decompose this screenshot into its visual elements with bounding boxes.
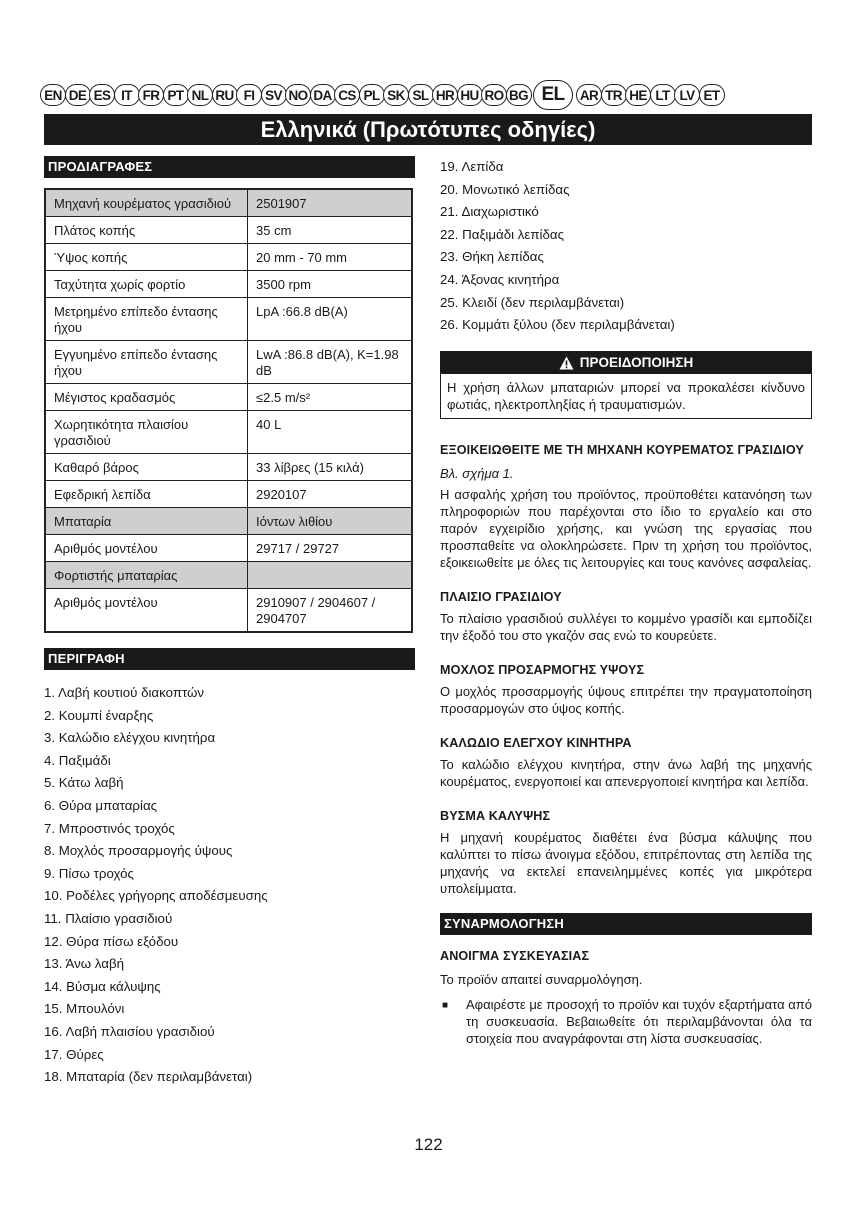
language-ar: AR: [576, 84, 602, 106]
language-ru: RU: [212, 84, 238, 106]
list-item: 4. Παξιμάδι: [44, 752, 111, 768]
spec-label: Αριθμός μοντέλου: [45, 589, 248, 633]
language-tr: TR: [601, 84, 627, 106]
list-item: 23. Θήκη λεπίδας: [440, 249, 544, 265]
warning-box: [440, 351, 812, 419]
spec-value: 35 cm: [248, 217, 413, 244]
language-no: NO: [285, 84, 311, 106]
warning-header: [441, 352, 811, 374]
list-item: 5. Κάτω λαβή: [44, 775, 124, 791]
spec-row: [45, 271, 412, 298]
list-item: 19. Λεπίδα: [440, 159, 504, 174]
list-item: 10. Ροδέλες γρήγορης αποδέσμευσης: [44, 888, 268, 904]
description-heading: ΠΕΡΙΓΡΑΦΗ: [44, 648, 415, 670]
language-nl: NL: [187, 84, 213, 106]
spec-label: Καθαρό βάρος: [45, 454, 248, 481]
list-item: 16. Λαβή πλαισίου γρασιδιού: [44, 1023, 215, 1039]
spec-row: [45, 508, 412, 535]
language-cs: CS: [334, 84, 360, 106]
grass-box-heading: ΠΛΑΙΣΙΟ ΓΡΑΣΙΔΙΟΥ: [440, 589, 562, 604]
list-item: 20. Μονωτικό λεπίδας: [440, 181, 570, 197]
language-sk: SK: [383, 84, 409, 106]
language-et: ET: [699, 84, 725, 106]
left-column: [44, 156, 415, 1089]
motor-cable-text: Το καλώδιο ελέγχου κινητήρα, στην άνω λαβή της μηχανής κουρέματος, ενεργοποιεί και απενεργοποιεί κινητήρα και λεπίδα.: [440, 756, 812, 789]
spec-value: LpA :66.8 dB(A): [248, 298, 413, 341]
familiarize-text: Η ασφαλής χρήση του προϊόντος, προϋποθέτει κατανόηση των πληροφοριών που παρέχονται στο ίδιο το εργαλείο και στο παρόν εγχειρίδιο χρήσης, και γνώση της εργασίας που προσπαθείτε να ολοκληρώσετε. Πριν τη χρήση του προϊόντος, εξοικειωθείτε με όλες τις λειτουργίες και τους κανόνες ασφαλείας.: [440, 486, 812, 570]
language-sv: SV: [261, 84, 287, 106]
list-item: 11. Πλαίσιο γρασιδιού: [44, 910, 173, 926]
spec-value: ≤2.5 m/s²: [248, 384, 413, 411]
spec-value: Ιόντων λιθίου: [248, 508, 413, 535]
language-fr: FR: [138, 84, 164, 106]
spec-value: 2910907 / 2904607 / 2904707: [248, 589, 413, 633]
language-fi: FI: [236, 84, 262, 106]
language-hu: HU: [457, 84, 483, 106]
language-selector: [40, 80, 816, 110]
spec-value: 33 λίβρες (15 κιλά): [248, 454, 413, 481]
list-item: 6. Θύρα μπαταρίας: [44, 797, 158, 813]
language-hr: HR: [432, 84, 458, 106]
spec-row: [45, 217, 412, 244]
spec-label: Μηχανή κουρέματος γρασιδιού: [45, 189, 248, 217]
spec-row: [45, 298, 412, 341]
list-item: 15. Μπουλόνι: [44, 1001, 125, 1017]
language-el: EL: [533, 80, 573, 110]
unpacking-bullet-text: Αφαιρέστε με προσοχή το προϊόν και τυχόν εξαρτήματα από τη συσκευασία. Βεβαιωθείτε ότι περιλαμβάνονται όλα τα στοιχεία που αναγράφονται στη λίστα συσκευασίας.: [466, 996, 812, 1046]
spec-value: LwA :86.8 dB(A), K=1.98 dB: [248, 341, 413, 384]
spec-label: Φορτιστής μπαταρίας: [45, 562, 248, 589]
list-item: 18. Μπαταρία (δεν περιλαμβάνεται): [44, 1069, 253, 1085]
spec-value: 29717 / 29727: [248, 535, 413, 562]
list-item: 9. Πίσω τροχός: [44, 865, 134, 881]
language-de: DE: [65, 84, 91, 106]
list-item: 25. Κλειδί (δεν περιλαμβάνεται): [440, 294, 625, 310]
spec-row: [45, 384, 412, 411]
spec-label: Μέγιστος κραδασμός: [45, 384, 248, 411]
spec-row: [45, 244, 412, 271]
spec-label: Εφεδρική λεπίδα: [45, 481, 248, 508]
language-lt: LT: [650, 84, 676, 106]
unpacking-bullet: [440, 996, 812, 1047]
spec-label: Ταχύτητα χωρίς φορτίο: [45, 271, 248, 298]
language-he: HE: [625, 84, 651, 106]
spec-value: 3500 rpm: [248, 271, 413, 298]
cover-plug-text: Η μηχανή κουρέματος διαθέτει ένα βύσμα κάλυψης που καλύπτει το πίσω άνοιγμα εξόδου, επιτρέποντας στη λεπίδα της μηχανής να εκτελεί επανειλημμένες κοπές για μικρότερα υπολείμματα.: [440, 829, 812, 896]
unpacking-heading: ΑΝΟΙΓΜΑ ΣΥΣΚΕΥΑΣΙΑΣ: [440, 948, 590, 963]
spec-row: [45, 411, 412, 454]
language-en: EN: [40, 84, 66, 106]
height-lever-heading: ΜΟΧΛΟΣ ΠΡΟΣΑΡΜΟΓΗΣ ΥΨΟΥΣ: [440, 662, 645, 677]
warning-title: ΠΡΟΕΙΔΟΠΟΙΗΣΗ: [579, 355, 694, 371]
page-title: Ελληνικά (Πρωτότυπες οδηγίες): [44, 114, 812, 145]
language-it: IT: [114, 84, 140, 106]
spec-value: 2501907: [248, 189, 413, 217]
height-lever-text: Ο μοχλός προσαρμογής ύψους επιτρέπει την πραγματοποίηση προσαρμογών στο ύψος κοπής.: [440, 683, 812, 716]
spec-label: Ύψος κοπής: [45, 244, 248, 271]
list-item: 13. Άνω λαβή: [44, 956, 124, 972]
assembly-heading: ΣΥΝΑΡΜΟΛΟΓΗΣΗ: [440, 913, 812, 935]
language-bg: BG: [506, 84, 532, 106]
language-da: DA: [310, 84, 336, 106]
list-item: 1. Λαβή κουτιού διακοπτών: [44, 685, 205, 700]
page-number: 122: [414, 1135, 443, 1154]
cover-plug-heading: ΒΥΣΜΑ ΚΑΛΥΨΗΣ: [440, 808, 551, 823]
spec-value: 40 L: [248, 411, 413, 454]
spec-label: Χωρητικότητα πλαισίου γρασιδιού: [45, 411, 248, 454]
assembly-text: Το προϊόν απαιτεί συναρμολόγηση.: [440, 971, 643, 987]
list-item: 3. Καλώδιο ελέγχου κινητήρα: [44, 730, 216, 746]
list-item: 14. Βύσμα κάλυψης: [44, 978, 161, 994]
warning-text: Η χρήση άλλων μπαταριών μπορεί να προκαλέσει κίνδυνο φωτιάς, ηλεκτροπληξίας ή τραυματισμών.: [447, 379, 805, 412]
spec-value: 20 mm - 70 mm: [248, 244, 413, 271]
spec-value: 2920107: [248, 481, 413, 508]
spec-label: Πλάτος κοπής: [45, 217, 248, 244]
spec-value: [248, 562, 413, 589]
list-item: 12. Θύρα πίσω εξόδου: [44, 933, 179, 949]
square-bullet-icon: ■: [442, 999, 449, 1011]
spec-row: [45, 481, 412, 508]
spec-label: Μπαταρία: [45, 508, 248, 535]
list-item: 21. Διαχωριστικό: [440, 204, 539, 220]
spec-label: Μετρημένο επίπεδο έντασης ήχου: [45, 298, 248, 341]
spec-row: [45, 535, 412, 562]
list-item: 22. Παξιμάδι λεπίδας: [440, 226, 564, 242]
language-sl: SL: [408, 84, 434, 106]
list-item: 26. Κομμάτι ξύλου (δεν περιλαμβάνεται): [440, 317, 675, 333]
list-item: 17. Θύρες: [44, 1046, 104, 1062]
language-lv: LV: [674, 84, 700, 106]
description-list: [44, 682, 415, 1089]
parts-list-continued: [440, 156, 812, 337]
specs-heading: ΠΡΟΔΙΑΓΡΑΦΕΣ: [44, 156, 415, 178]
familiarize-heading: ΕΞΟΙΚΕΙΩΘΕΙΤΕ ΜΕ ΤΗ ΜΗΧΑΝΗ ΚΟΥΡΕΜΑΤΟΣ ΓΡΑΣΙΔΙΟΥ: [440, 442, 804, 457]
motor-cable-heading: ΚΑΛΩΔΙΟ ΕΛΕΓΧΟΥ ΚΙΝΗΤΗΡΑ: [440, 735, 632, 750]
spec-label: Αριθμός μοντέλου: [45, 535, 248, 562]
figure-reference: Βλ. σχήμα 1.: [440, 465, 514, 481]
list-item: 7. Μπροστινός τροχός: [44, 820, 175, 836]
spec-row: [45, 562, 412, 589]
list-item: 24. Άξονας κινητήρα: [440, 271, 560, 287]
spec-label: Εγγυημένο επίπεδο έντασης ήχου: [45, 341, 248, 384]
spec-row: [45, 189, 412, 217]
spec-row: [45, 341, 412, 384]
spec-row: [45, 454, 412, 481]
warning-triangle-icon: [559, 356, 574, 370]
language-pt: PT: [163, 84, 189, 106]
language-pl: PL: [359, 84, 385, 106]
list-item: 8. Μοχλός προσαρμογής ύψους: [44, 843, 233, 859]
right-column: [440, 156, 812, 1047]
specs-table: [44, 188, 413, 633]
language-es: ES: [89, 84, 115, 106]
language-ro: RO: [481, 84, 507, 106]
spec-row: [45, 589, 412, 633]
list-item: 2. Κουμπί έναρξης: [44, 707, 154, 723]
grass-box-text: Το πλαίσιο γρασιδιού συλλέγει το κομμένο γρασίδι και εμποδίζει την έξοδό του στο γκαζόν σας ενώ το κουρεύετε.: [440, 610, 812, 643]
